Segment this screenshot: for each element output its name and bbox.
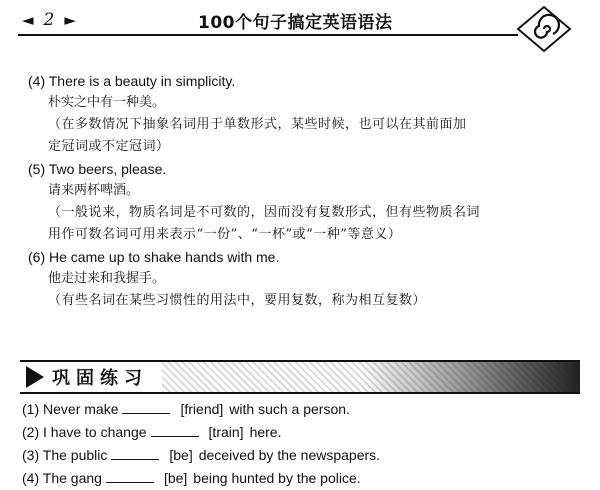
spiral-icon: [514, 4, 574, 54]
example-note-line: （一般说来，物质名词是不可数的，因而没有复数形式，但有些物质名词: [48, 205, 481, 220]
page-header: [0, 0, 600, 56]
exercise-number: (4): [22, 470, 40, 486]
word-hint: [train]: [208, 424, 244, 440]
example-chinese: 他走过来和我握手。: [48, 271, 166, 286]
exercise-item: [22, 444, 582, 467]
answer-blank[interactable]: [111, 445, 159, 460]
exercise-number: (2): [22, 424, 40, 440]
answer-blank[interactable]: [151, 422, 199, 437]
example-note-line: （有些名词在某些习惯性的用法中，要用复数，称为相互复数）: [48, 293, 427, 308]
page-navigator: [22, 10, 76, 30]
example-english: (5) Two beers, please.: [28, 161, 167, 177]
example-item-4: [28, 70, 578, 158]
practice-section-banner: [20, 360, 580, 394]
example-item-6: [28, 246, 578, 312]
example-note-line: 用作可数名词可用来表示“一份”、“一杯”或“一种”等意义）: [48, 227, 402, 242]
triangle-arrow-icon: [26, 366, 44, 388]
answer-blank[interactable]: [106, 468, 154, 483]
example-english: (4) There is a beauty in simplicity.: [28, 73, 236, 89]
word-hint: [be]: [163, 470, 188, 486]
exercise-text-after: with such a person.: [229, 401, 350, 417]
word-hint: [friend]: [180, 401, 224, 417]
example-chinese: 请来两杯啤酒。: [48, 183, 140, 198]
exercise-number: (3): [22, 447, 40, 463]
exercise-text-after: here.: [249, 424, 282, 440]
practice-heading: [20, 362, 162, 392]
banner-gradient: [360, 362, 580, 392]
example-note-line: 定冠词或不定冠词）: [48, 139, 170, 154]
book-title: 100个句子搞定英语语法: [198, 13, 393, 33]
exercise-text-before: The gang: [42, 470, 102, 486]
exercise-number: (1): [22, 401, 40, 417]
exercise-item: [22, 421, 582, 444]
exercise-text-after: being hunted by the police.: [193, 470, 361, 486]
page-number: 2: [43, 10, 55, 30]
header-divider: [18, 34, 518, 36]
word-hint: [be]: [169, 447, 193, 463]
practice-title: 巩固练习: [52, 368, 148, 389]
exercise-item: [22, 398, 582, 421]
example-item-5: [28, 158, 578, 246]
exercise-text-before: Never make: [43, 401, 119, 417]
exercise-list: [22, 398, 582, 490]
prev-page-icon[interactable]: ◄: [22, 11, 34, 29]
exercise-text-before: The public: [42, 447, 108, 463]
examples-section: [28, 70, 578, 312]
answer-blank[interactable]: [122, 399, 170, 414]
example-chinese: 朴实之中有一种美。: [48, 95, 166, 110]
exercise-text-before: I have to change: [43, 424, 147, 440]
example-english: (6) He came up to shake hands with me.: [28, 249, 280, 265]
example-note-line: （在多数情况下抽象名词用于单数形式，某些时候，也可以在其前面加: [48, 117, 467, 132]
next-page-icon[interactable]: ►: [64, 11, 76, 29]
exercise-text-after: deceived by the newspapers.: [198, 447, 381, 463]
